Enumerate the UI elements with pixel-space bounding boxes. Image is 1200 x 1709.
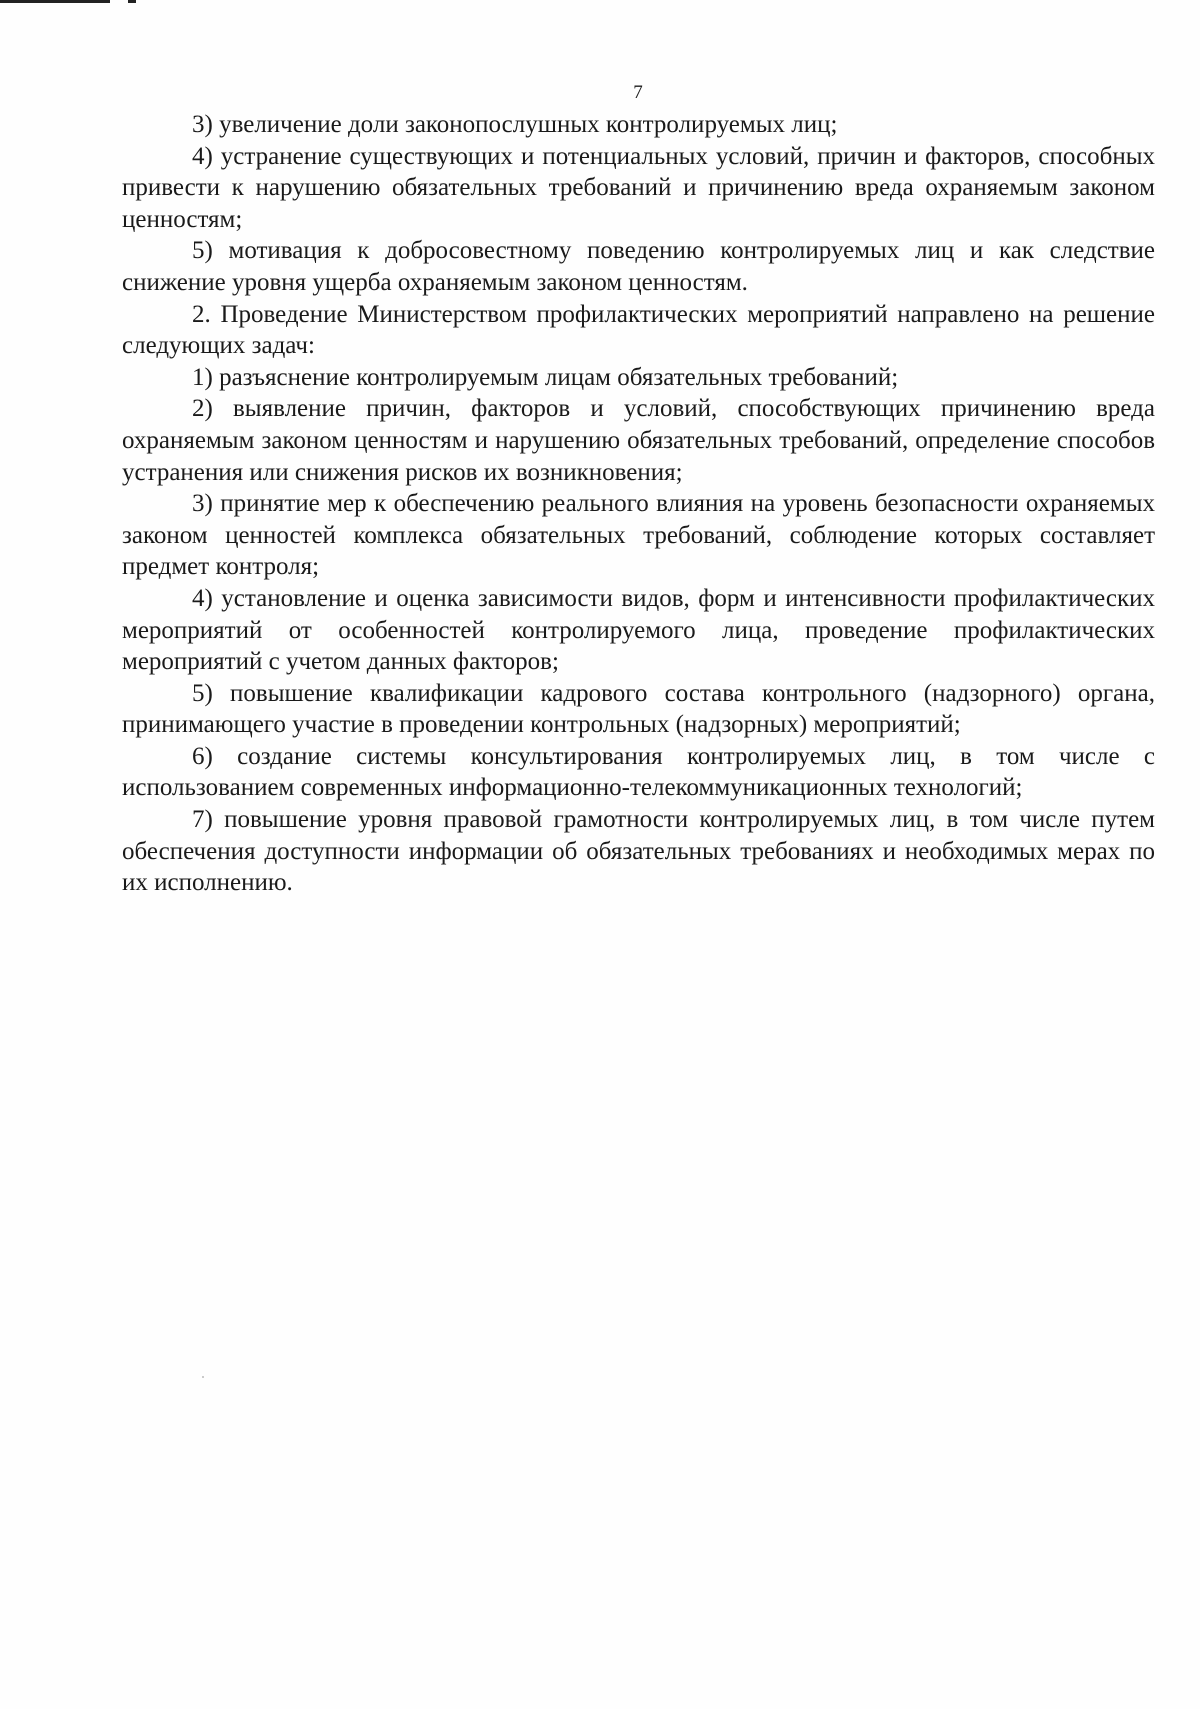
task-item-6: 6) создание системы консультирования контролируемых лиц, в том числе с использованием современных информационно-телекоммуникационных технологий; (122, 742, 1155, 802)
task-item-3: 3) принятие мер к обеспечению реального влияния на уровень безопасности охраняемых законом ценностей комплекса обязательных требований, соблюдение которых составляет предмет контроля; (122, 490, 1155, 581)
task-item-5: 5) повышение квалификации кадрового состава контрольного (надзорного) органа, принимающего участие в проведении контрольных (надзорных) мероприятий; (122, 679, 1155, 739)
paragraph-item-4: 4) устранение существующих и потенциальных условий, причин и факторов, способных привести к нарушению обязательных требований и причинению вреда охраняемым законом ценностям; (122, 142, 1155, 233)
paragraph-item-5: 5) мотивация к добросовестному поведению контролируемых лиц и как следствие снижение уровня ущерба охраняемым законом ценностям. (122, 237, 1155, 296)
task-item-4: 4) установление и оценка зависимости видов, форм и интенсивности профилактических мероприятий от особенностей контролируемого лица, проведение профилактических мероприятий с учетом данных факторов; (122, 584, 1155, 676)
scan-edge-mark (128, 0, 136, 3)
paragraph-item-3: 3) увеличение доли законопослушных контролируемых лиц; (192, 111, 838, 138)
scan-edge-mark (0, 0, 110, 3)
task-item-7: 7) повышение уровня правовой грамотности контролируемых лиц, в том числе путем обеспечения доступности информации об обязательных требованиях и необходимых мерах по их исполнению. (122, 806, 1155, 897)
document-body (122, 109, 1155, 899)
page-number: 7 (633, 82, 643, 103)
section-2-heading-paragraph: 2. Проведение Министерством профилактических мероприятий направлено на решение следующих задач: (122, 300, 1155, 360)
scan-speck (202, 1376, 204, 1378)
task-item-1: 1) разъяснение контролируемым лицам обязательных требований; (192, 363, 899, 391)
task-item-2: 2) выявление причин, факторов и условий, способствующих причинению вреда охраняемым законом ценностям и нарушению обязательных требований, определение способов устранения или снижения рисков их возникновения; (122, 395, 1155, 486)
